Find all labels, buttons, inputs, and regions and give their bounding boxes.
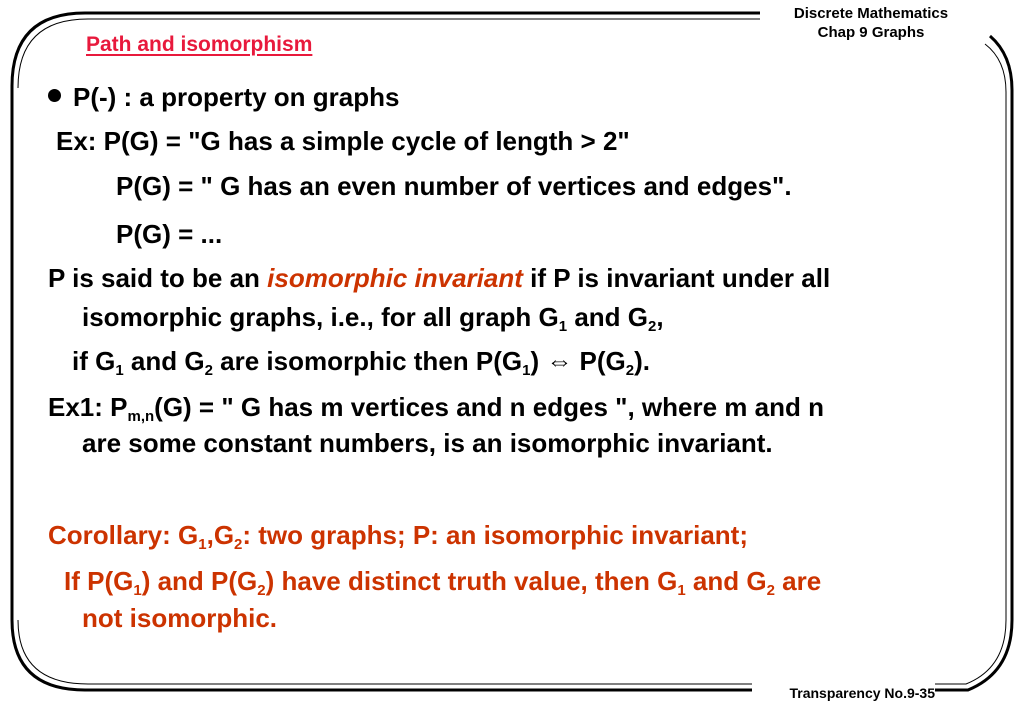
corollary-text: Corollary: G xyxy=(48,520,199,550)
line-7-text: ). xyxy=(634,346,651,376)
line-7 xyxy=(72,346,651,379)
line-4: P(G) = ... xyxy=(116,219,223,249)
line-8-text: Ex1: P xyxy=(48,392,128,422)
line-5-text-a: P is said to be an xyxy=(48,263,268,293)
line-7-text: ) ⇔ P(G xyxy=(530,346,626,376)
corollary-text: and G xyxy=(685,566,767,596)
corollary-line-2 xyxy=(64,566,822,599)
slide-title: Path and isomorphism xyxy=(86,33,313,56)
subscript: 1 xyxy=(522,362,531,379)
line-8-text: (G) = " G has m vertices and n edges ", where m and n xyxy=(154,392,824,422)
course-name: Discrete Mathematics xyxy=(793,5,949,22)
line-6-text: , xyxy=(656,302,664,332)
subscript: 2 xyxy=(625,362,635,379)
subscript: 2 xyxy=(766,582,775,599)
corollary-text: ) have distinct truth value, then G xyxy=(265,566,678,596)
subscript: 2 xyxy=(648,318,657,335)
line-5-text-c: if P is invariant under all xyxy=(522,263,831,293)
corollary-text: If P(G xyxy=(64,566,134,596)
line-2: Ex: P(G) = "G has a simple cycle of length > 2" xyxy=(56,126,630,156)
isomorphic-invariant-term: isomorphic invariant xyxy=(267,263,523,293)
line-7-text: and G xyxy=(123,346,205,376)
line-6-text: isomorphic graphs, i.e., for all graph G xyxy=(82,302,559,332)
subscript: 2 xyxy=(257,582,266,599)
subscript: 1 xyxy=(115,362,124,379)
line-6-text: and G xyxy=(567,302,648,332)
corollary-text: ) and P(G xyxy=(141,566,258,596)
line-7-text: if G xyxy=(72,346,116,376)
corollary-text: are xyxy=(774,566,822,596)
line-3: P(G) = " G has an even number of vertices and edges". xyxy=(116,171,792,201)
corollary-text: : two graphs; P: an isomorphic invariant; xyxy=(242,520,748,550)
subscript: m,n xyxy=(127,408,155,425)
transparency-number: Transparency No.9-35 xyxy=(789,685,935,701)
line-8 xyxy=(48,392,824,425)
line-9: are some constant numbers, is an isomorphic invariant. xyxy=(82,428,773,458)
bullet-icon xyxy=(48,89,61,102)
subscript: 1 xyxy=(677,582,686,599)
corollary-text: ,G xyxy=(206,520,235,550)
course-header xyxy=(771,4,971,42)
line-5 xyxy=(48,263,830,293)
bullet-line-1 xyxy=(48,82,399,112)
subscript: 2 xyxy=(204,362,213,379)
chapter-name: Chap 9 Graphs xyxy=(817,24,925,41)
subscript: 1 xyxy=(198,536,207,553)
subscript: 1 xyxy=(133,582,142,599)
line-1-text: P(-) : a property on graphs xyxy=(73,82,400,112)
subscript: 2 xyxy=(234,536,243,553)
corollary-line-3: not isomorphic. xyxy=(82,603,277,633)
corollary-line xyxy=(48,520,748,553)
subscript: 1 xyxy=(558,318,568,335)
line-6 xyxy=(82,302,664,335)
line-7-text: are isomorphic then P(G xyxy=(212,346,523,376)
